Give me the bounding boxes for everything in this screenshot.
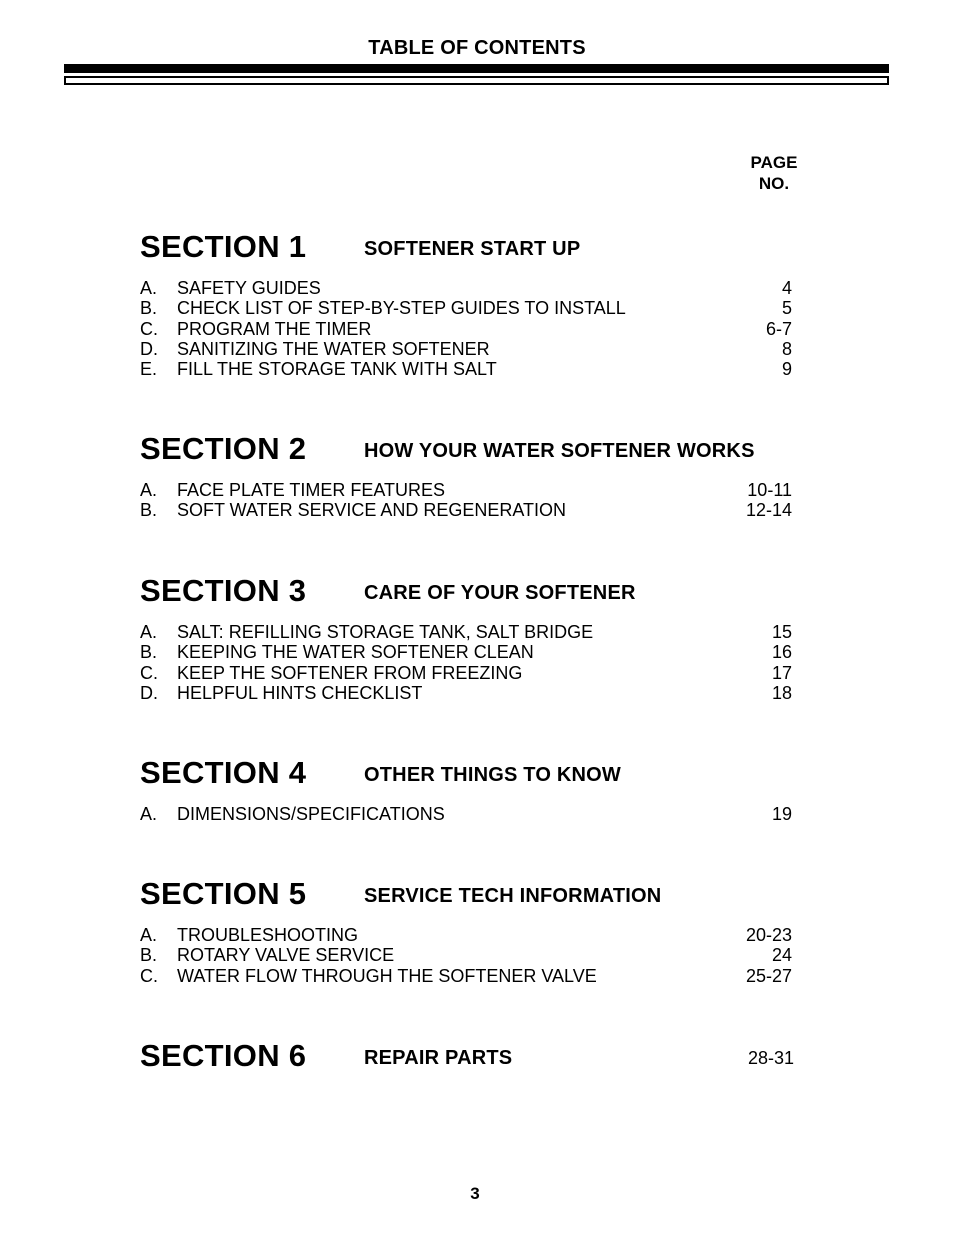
entry-letter: A. <box>140 804 158 824</box>
section-title: CARE OF YOUR SOFTENER <box>364 582 636 604</box>
section-label: SECTION 6 <box>140 1038 307 1073</box>
toc-section-3 <box>140 573 800 703</box>
entry-text: FILL THE STORAGE TANK WITH SALT <box>177 359 497 380</box>
section-label: SECTION 5 <box>140 876 307 911</box>
toc-section-5 <box>140 876 800 986</box>
entry-page-number: 20-23 <box>745 925 792 945</box>
header-rule-thick <box>64 64 889 73</box>
entry-letter: A. <box>140 278 158 298</box>
section-title: HOW YOUR WATER SOFTENER WORKS <box>364 440 755 462</box>
entry-text: SOFT WATER SERVICE AND REGENERATION <box>177 500 567 521</box>
entry-letter: B. <box>140 642 158 663</box>
entry-page-number: 6-7 <box>765 318 792 339</box>
toc-section-6[interactable] <box>140 1038 800 1078</box>
toc-entry[interactable] <box>140 925 800 945</box>
entry-page-number: 8 <box>781 338 792 359</box>
entry-text: SAFETY GUIDES <box>177 278 321 298</box>
page-no-header-line1: PAGE <box>750 153 798 172</box>
entry-page-number: 16 <box>771 642 792 663</box>
entry-page-number: 18 <box>771 682 792 703</box>
entry-page-number: 19 <box>771 804 792 824</box>
toc-entry[interactable] <box>140 298 800 318</box>
toc-entry[interactable] <box>140 339 800 359</box>
header-rule-thin <box>64 76 889 85</box>
entry-text: KEEP THE SOFTENER FROM FREEZING <box>177 662 523 683</box>
entry-text: KEEPING THE WATER SOFTENER CLEAN <box>177 642 534 663</box>
entry-letter: B. <box>140 298 158 319</box>
toc-entry[interactable] <box>140 966 800 986</box>
page-title: TABLE OF CONTENTS <box>368 37 586 59</box>
toc-section-1 <box>140 229 800 379</box>
entry-text: WATER FLOW THROUGH THE SOFTENER VALVE <box>177 965 597 986</box>
toc-entry[interactable] <box>140 804 800 824</box>
entry-letter: C. <box>140 965 158 986</box>
entry-text: PROGRAM THE TIMER <box>177 318 372 339</box>
entry-text: DIMENSIONS/SPECIFICATIONS <box>177 804 445 824</box>
section-title: REPAIR PARTS <box>364 1047 513 1069</box>
section-title: SOFTENER START UP <box>364 238 581 260</box>
entry-text: FACE PLATE TIMER FEATURES <box>177 480 446 500</box>
entry-letter: C. <box>140 318 158 339</box>
footer-page-number: 3 <box>470 1184 480 1203</box>
toc-entry[interactable] <box>140 319 800 339</box>
toc-entry[interactable] <box>140 945 800 965</box>
entry-letter: D. <box>140 682 158 703</box>
entry-letter: A. <box>140 622 158 642</box>
entry-letter: E. <box>140 359 158 380</box>
entry-page-number: 12-14 <box>745 500 792 521</box>
entry-letter: A. <box>140 925 158 945</box>
page-no-column-header <box>744 152 804 194</box>
entry-text: TROUBLESHOOTING <box>177 925 359 945</box>
entry-letter: A. <box>140 480 158 500</box>
toc-section-2 <box>140 431 800 521</box>
entry-text: SALT: REFILLING STORAGE TANK, SALT BRIDGE <box>177 622 594 642</box>
entry-text: CHECK LIST OF STEP-BY-STEP GUIDES TO INSTALL <box>177 298 626 319</box>
toc-entry[interactable] <box>140 663 800 683</box>
entry-text: HELPFUL HINTS CHECKLIST <box>177 682 423 703</box>
entry-page-number: 24 <box>771 945 792 966</box>
section-label: SECTION 2 <box>140 431 307 466</box>
entry-page-number: 9 <box>781 359 792 380</box>
entry-page-number: 10-11 <box>747 480 792 500</box>
entry-page-number: 15 <box>771 622 792 642</box>
entry-letter: C. <box>140 662 158 683</box>
toc-section-4 <box>140 755 800 824</box>
toc-entry[interactable] <box>140 278 800 298</box>
page-no-header-line2: NO. <box>758 174 790 193</box>
entry-letter: D. <box>140 338 158 359</box>
entry-page-number: 5 <box>781 298 792 319</box>
entry-page-number: 17 <box>771 662 792 683</box>
toc-entry[interactable] <box>140 500 800 520</box>
entry-letter: B. <box>140 945 158 966</box>
toc-entry[interactable] <box>140 622 800 642</box>
entry-page-number: 4 <box>781 278 792 298</box>
section-label: SECTION 1 <box>140 229 307 264</box>
entry-letter: B. <box>140 500 158 521</box>
toc-entry[interactable] <box>140 359 800 379</box>
entry-page-number: 25-27 <box>745 965 792 986</box>
section-title: SERVICE TECH INFORMATION <box>364 885 662 907</box>
entry-text: SANITIZING THE WATER SOFTENER <box>177 338 490 359</box>
section-page-number: 28-31 <box>747 1048 794 1068</box>
toc-entry[interactable] <box>140 683 800 703</box>
toc-entry[interactable] <box>140 480 800 500</box>
section-title: OTHER THINGS TO KNOW <box>364 764 621 786</box>
entry-text: ROTARY VALVE SERVICE <box>177 945 395 966</box>
section-label: SECTION 4 <box>140 755 307 790</box>
toc-entry[interactable] <box>140 642 800 662</box>
section-label: SECTION 3 <box>140 573 307 608</box>
